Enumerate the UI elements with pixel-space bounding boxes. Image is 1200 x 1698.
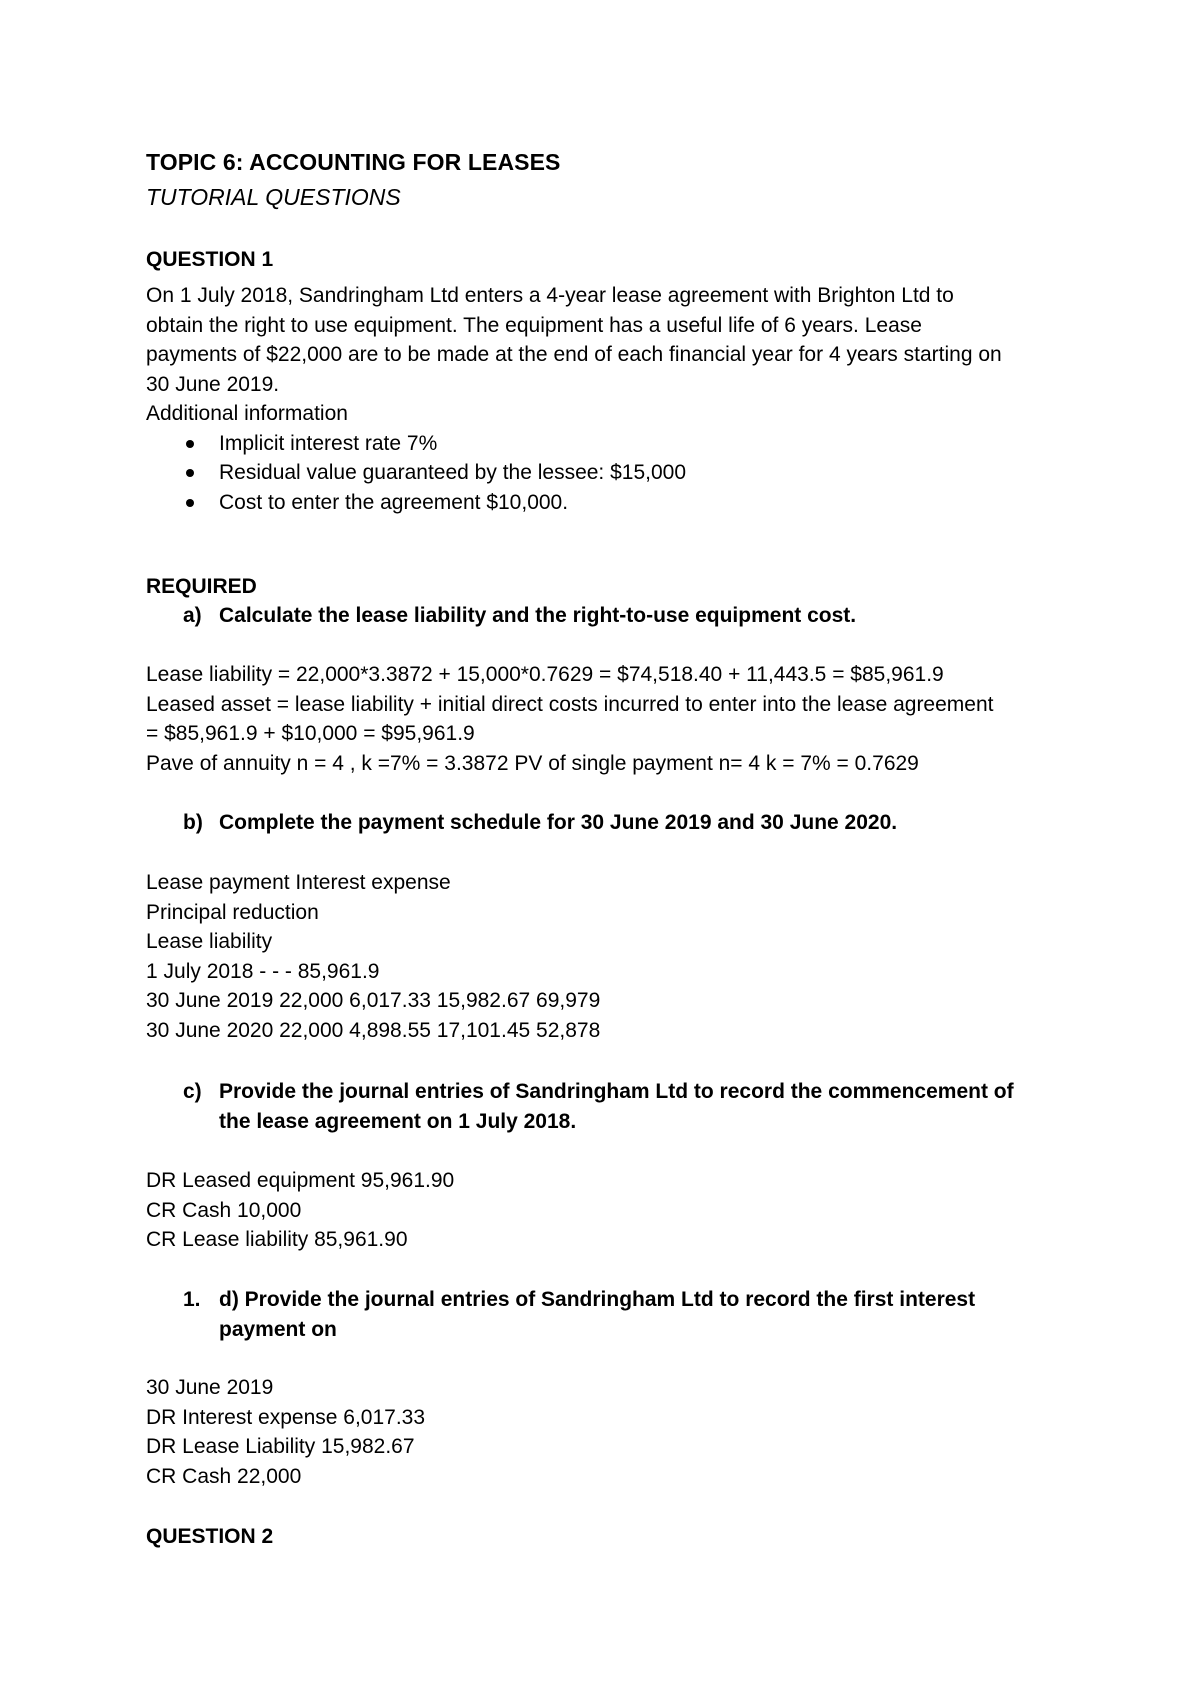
bullet-item: Residual value guaranteed by the lessee: $15,000 bbox=[146, 458, 1002, 488]
part-c-question: c) Provide the journal entries of Sandringham Ltd to record the commencement of the lease agreement on 1 July 2018. bbox=[146, 1077, 1086, 1136]
part-b-marker: b) bbox=[183, 811, 203, 834]
question-2-heading: QUESTION 2 bbox=[146, 1525, 274, 1548]
part-d-answer bbox=[146, 1373, 425, 1491]
answer-line: Lease liability = 22,000*3.3872 + 15,000*0.7629 = $74,518.40 + 11,443.5 = $85,961.9 bbox=[146, 663, 944, 686]
answer-line: CR Cash 10,000 bbox=[146, 1198, 302, 1222]
answer-line: Principal reduction bbox=[146, 900, 319, 924]
intro-line: 30 June 2019. bbox=[146, 372, 280, 396]
intro-line: payments of $22,000 are to be made at the end of each financial year for 4 years starting on bbox=[146, 343, 1002, 366]
answer-line: Pave of annuity n = 4 , k =7% = 3.3872 PV of single payment n= 4 k = 7% = 0.7629 bbox=[146, 751, 919, 775]
answer-line: DR Leased equipment 95,961.90 bbox=[146, 1169, 455, 1192]
additional-info-label: Additional information bbox=[146, 402, 348, 425]
answer-line: 30 June 2019 bbox=[146, 1376, 274, 1399]
document-subtitle: TUTORIAL QUESTIONS bbox=[146, 184, 401, 210]
document-title: TOPIC 6: ACCOUNTING FOR LEASES bbox=[146, 149, 561, 175]
answer-line: Lease payment Interest expense bbox=[146, 871, 451, 894]
additional-info-list bbox=[146, 429, 1002, 518]
part-b-question: b) Complete the payment schedule for 30 June 2019 and 30 June 2020. bbox=[146, 808, 1086, 838]
answer-line: = $85,961.9 + $10,000 = $95,961.9 bbox=[146, 722, 475, 745]
part-a-answer bbox=[146, 660, 993, 778]
part-b-answer bbox=[146, 868, 600, 1045]
bullet-icon bbox=[186, 469, 194, 477]
answer-line: DR Lease Liability 15,982.67 bbox=[146, 1435, 415, 1458]
part-c-marker: c) bbox=[183, 1080, 202, 1103]
question-1-intro bbox=[146, 281, 1002, 517]
bullet-icon bbox=[186, 440, 194, 448]
answer-line: 1 July 2018 - - - 85,961.9 bbox=[146, 959, 380, 983]
required-heading: REQUIRED bbox=[146, 575, 257, 598]
part-c-answer bbox=[146, 1166, 454, 1255]
part-a-question: a) Calculate the lease liability and the right-to-use equipment cost. bbox=[146, 601, 1086, 631]
bullet-item: Cost to enter the agreement $10,000. bbox=[146, 488, 1002, 518]
question-1-heading: QUESTION 1 bbox=[146, 248, 274, 271]
answer-line: CR Lease liability 85,961.90 bbox=[146, 1228, 408, 1251]
answer-line: Lease liability bbox=[146, 930, 273, 953]
bullet-icon bbox=[186, 499, 194, 507]
part-a-marker: a) bbox=[183, 604, 202, 627]
intro-line: obtain the right to use equipment. The equipment has a useful life of 6 years. Lease bbox=[146, 313, 922, 337]
answer-line: 30 June 2019 22,000 6,017.33 15,982.67 69,979 bbox=[146, 989, 601, 1012]
bullet-item: Implicit interest rate 7% bbox=[146, 429, 1002, 459]
part-d-question: 1. d) Provide the journal entries of Sandringham Ltd to record the first interest payment on bbox=[146, 1285, 1086, 1344]
intro-line: On 1 July 2018, Sandringham Ltd enters a 4-year lease agreement with Brighton Ltd to bbox=[146, 284, 954, 307]
answer-line: Leased asset = lease liability + initial direct costs incurred to enter into the lease agreement bbox=[146, 692, 994, 716]
answer-line: CR Cash 22,000 bbox=[146, 1464, 302, 1488]
answer-line: DR Interest expense 6,017.33 bbox=[146, 1405, 426, 1429]
part-d-marker: 1. bbox=[183, 1288, 201, 1311]
answer-line: 30 June 2020 22,000 4,898.55 17,101.45 52,878 bbox=[146, 1018, 601, 1042]
